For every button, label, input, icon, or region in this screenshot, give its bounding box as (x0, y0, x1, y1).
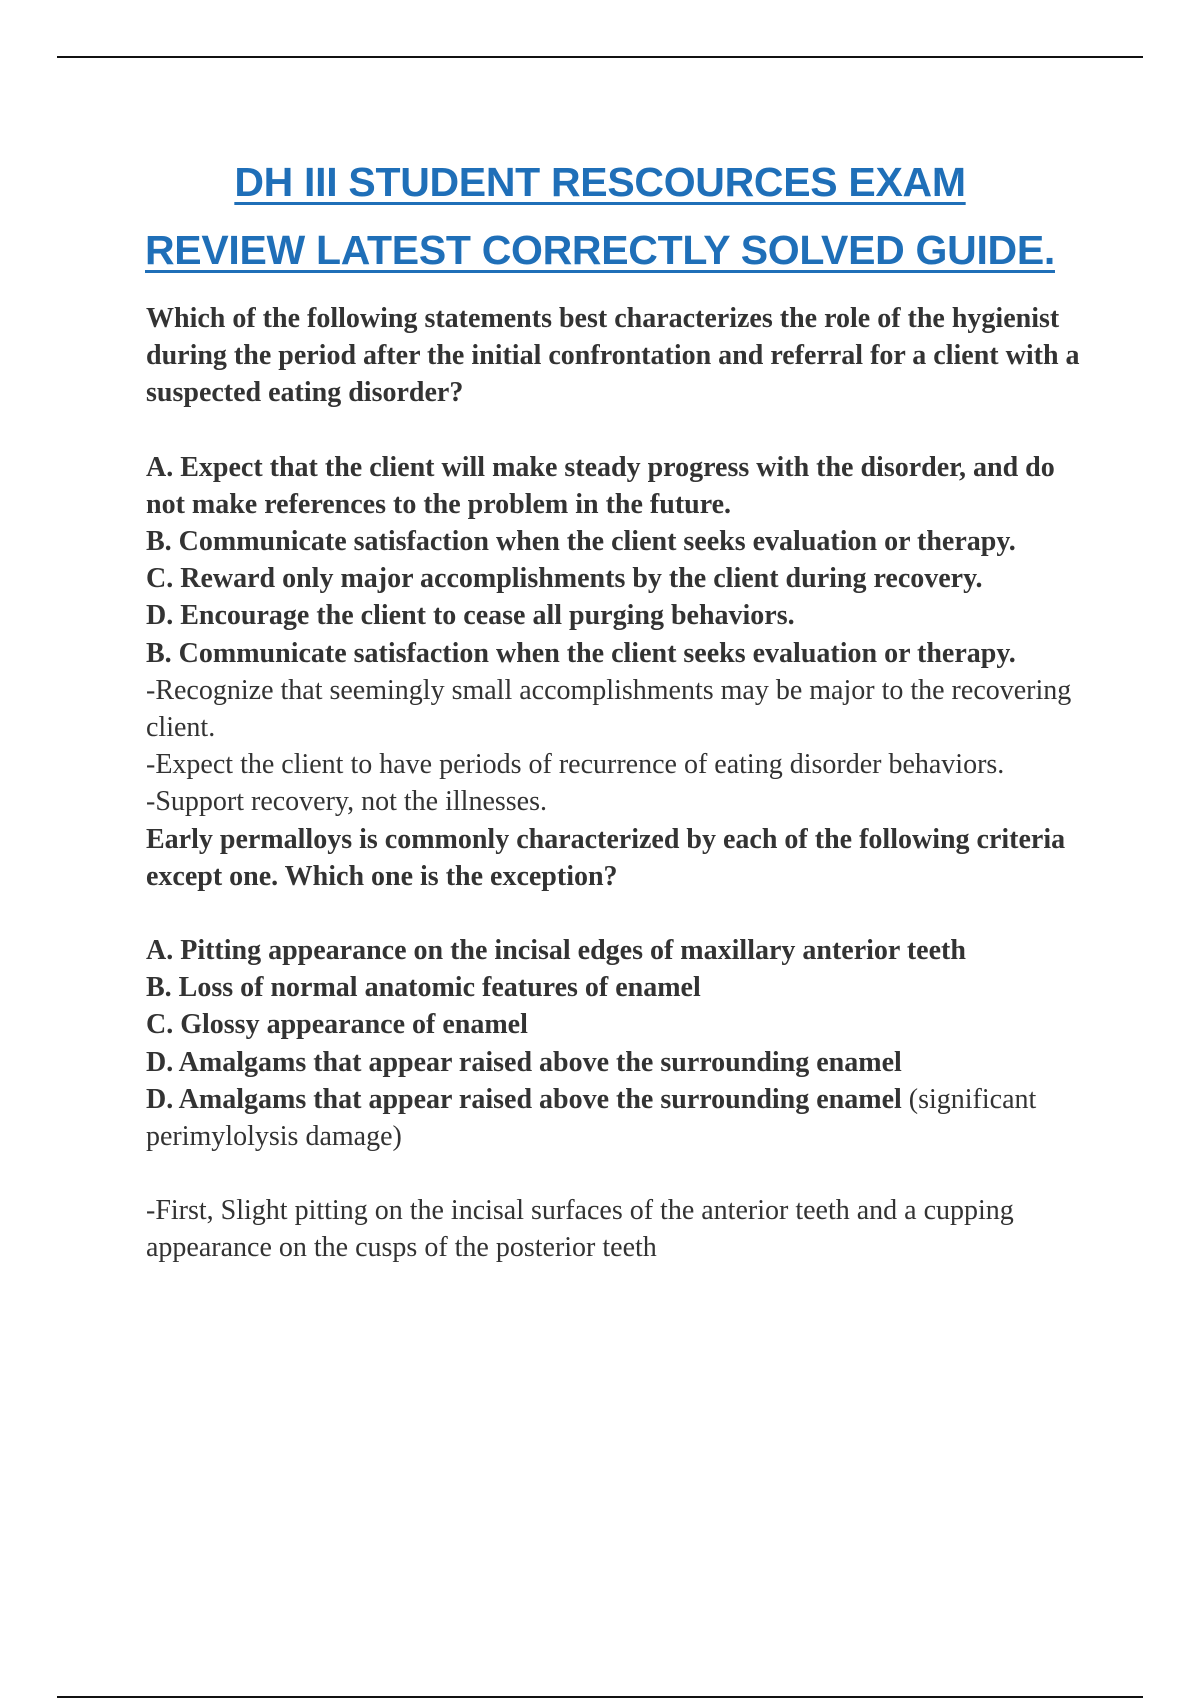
bottom-rule (57, 1696, 1143, 1698)
title-line-2: REVIEW LATEST CORRECTLY SOLVED GUIDE. (145, 227, 1055, 273)
question-1-rationale-3: -Support recovery, not the illnesses. (146, 786, 547, 818)
spacer (146, 1155, 1086, 1192)
question-2-option-b: B. Loss of normal anatomic features of enamel (146, 972, 701, 1004)
question-2-option-d: D. Amalgams that appear raised above the surrounding enamel (146, 1046, 902, 1078)
question-1-option-d: D. Encourage the client to cease all purging behaviors. (146, 600, 795, 632)
question-2-answer-bold: D. Amalgams that appear raised above the surrounding enamel (146, 1083, 902, 1115)
question-2-text: Early permalloys is commonly characterized by each of the following criteria except one. Which one is the exception? (146, 823, 1066, 892)
question-2-answer (146, 1081, 1086, 1155)
question-1-option-c: C. Reward only major accomplishments by the client during recovery. (146, 563, 983, 595)
top-rule (57, 56, 1143, 58)
question-2-rationale-1: -First, Slight pitting on the incisal surfaces of the anterior teeth and a cupping appearance on the cusps of the posterior teeth (146, 1195, 1014, 1264)
question-1-option-b: B. Communicate satisfaction when the client seeks evaluation or therapy. (146, 526, 1016, 558)
question-2-answer-note: (significant perimylolysis damage) (146, 1083, 1037, 1153)
spacer (146, 412, 1086, 449)
question-2-option-a: A. Pitting appearance on the incisal edges of maxillary anterior teeth (146, 935, 966, 967)
question-2-option-c: C. Glossy appearance of enamel (146, 1009, 528, 1041)
document-title (0, 148, 1200, 284)
question-1-rationale-2: -Expect the client to have periods of recurrence of eating disorder behaviors. (146, 749, 1005, 781)
question-1-option-a: A. Expect that the client will make steady progress with the disorder, and do not make references to the problem in the future. (146, 451, 1055, 520)
title-line-1: DH III STUDENT RESCOURCES EXAM (234, 159, 966, 205)
document-body (146, 300, 1086, 1267)
question-1-text: Which of the following statements best characterizes the role of the hygienist during the period after the initial confrontation and referral for a client with a suspected eating disorder? (146, 303, 1080, 409)
question-1-answer: B. Communicate satisfaction when the client seeks evaluation or therapy. (146, 637, 1016, 669)
spacer (146, 895, 1086, 932)
question-1-rationale-1: -Recognize that seemingly small accomplishments may be major to the recovering client. (146, 674, 1072, 744)
